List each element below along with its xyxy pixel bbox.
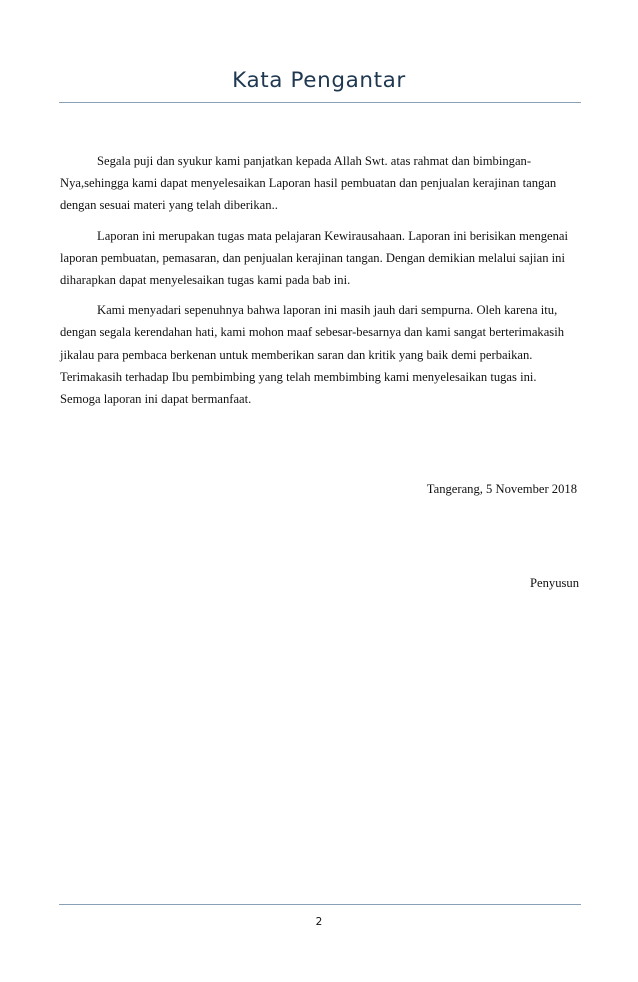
- page-number: 2: [315, 916, 323, 928]
- paragraph-line: dengan segala kerendahan hati, kami mohon maaf sebesar-besarnya dan kami sangat berterimakasih: [60, 325, 564, 340]
- document-body: [60, 150, 580, 418]
- signature-place-date: Tangerang, 5 November 2018: [426, 482, 577, 496]
- paragraph-line: Segala puji dan syukur kami panjatkan kepada Allah Swt. atas rahmat dan bimbingan-: [97, 154, 532, 168]
- footer-divider: [59, 904, 581, 905]
- paragraph-line: Semoga laporan ini dapat bermanfaat.: [60, 392, 252, 407]
- paragraph-line: laporan pembuatan, pemasaran, dan penjualan kerajinan tangan. Dengan demikian melalui sajian ini: [60, 250, 565, 265]
- paragraph-1: [60, 150, 580, 217]
- paragraph-line: Laporan ini merupakan tugas mata pelajaran Kewirausahaan. Laporan ini berisikan mengenai: [97, 228, 569, 243]
- paragraph-line: dengan sesuai materi yang telah diberikan..: [60, 198, 278, 213]
- paragraph-line: diharapkan dapat menyelesaikan tugas kami pada bab ini.: [60, 273, 351, 288]
- paragraph-line: Kami menyadari sepenuhnya bahwa laporan ini masih jauh dari sempurna. Oleh karena itu,: [97, 303, 558, 318]
- page-title: Kata Pengantar: [232, 68, 406, 93]
- paragraph-2: [60, 225, 580, 292]
- paragraph-3: [60, 299, 580, 410]
- signature-author: Penyusun: [530, 576, 579, 590]
- paragraph-line: Terimakasih terhadap Ibu pembimbing yang telah membimbing kami menyelesaikan tugas ini.: [60, 369, 537, 384]
- paragraph-line: Nya,sehingga kami dapat menyelesaikan Laporan hasil pembuatan dan penjualan kerajinan tangan: [60, 176, 557, 191]
- paragraph-line: jikalau para pembaca berkenan untuk memberikan saran dan kritik yang baik demi perbaikan.: [60, 347, 533, 362]
- title-divider: [59, 102, 581, 103]
